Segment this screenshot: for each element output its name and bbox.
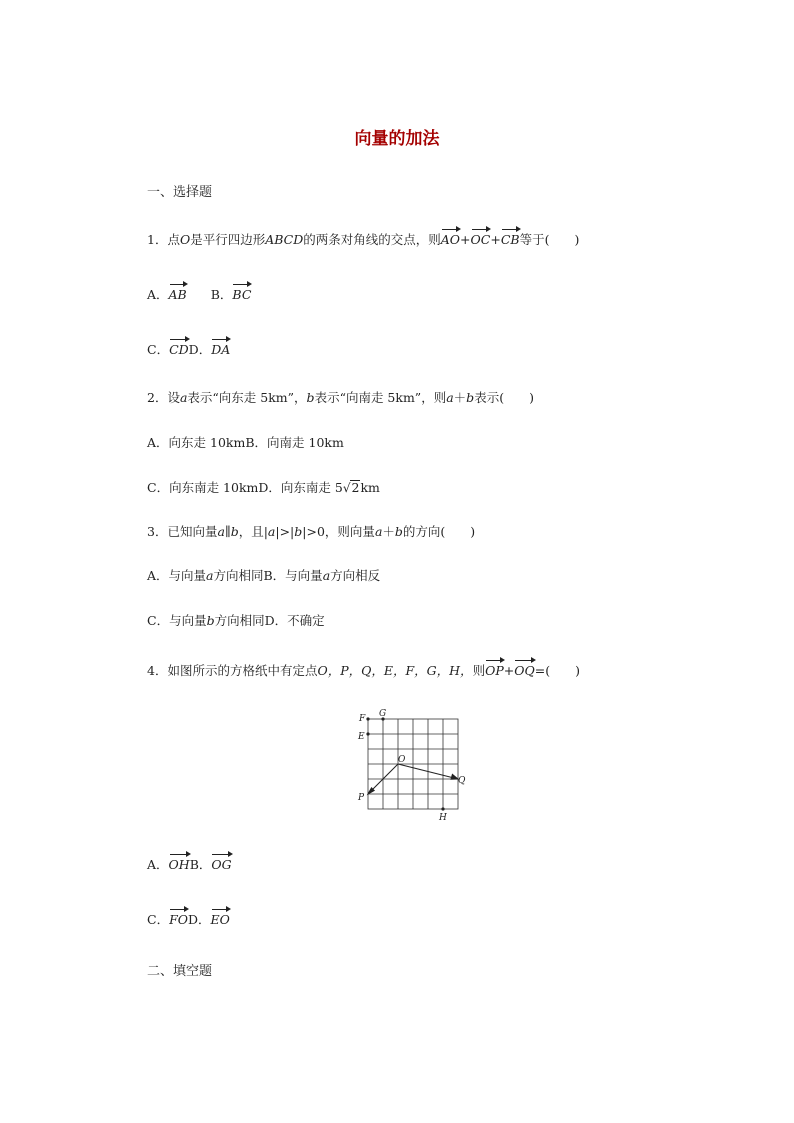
q3-var-b: b — [294, 524, 303, 539]
point-e — [366, 732, 369, 735]
option-b-var: a — [322, 568, 331, 583]
q3-plus: ＋ — [382, 524, 395, 539]
q1-text: 等于( ) — [519, 232, 580, 247]
option-d-label: D． — [188, 912, 211, 927]
q1-text: 的两条对角线的交点，则 — [303, 232, 441, 247]
q1-plus: + — [460, 232, 471, 247]
q2-var-b: b — [466, 390, 475, 405]
label-g: G — [379, 709, 387, 719]
page-title: 向量的加法 — [354, 129, 440, 149]
q4-options-ab — [147, 857, 232, 873]
q4-text: 则 — [472, 663, 486, 678]
q4-plus: + — [503, 663, 515, 678]
option-d: EO — [210, 912, 230, 927]
label-h: H — [439, 813, 447, 823]
point-f — [366, 717, 369, 720]
option-a-label: A． — [147, 857, 169, 872]
option-c: CD — [169, 342, 189, 357]
q3-var-b: b — [394, 524, 403, 539]
option-d: DA — [211, 342, 231, 357]
q2-options-cd: C．向东南走 10kmD．向东南走 5√2km — [147, 480, 380, 495]
option-a: A．与向量 — [147, 568, 207, 583]
q1-text: 是平行四边形 — [190, 232, 266, 247]
q4-vector-oq: OQ — [514, 663, 535, 678]
option-a: AB — [168, 287, 187, 302]
option-b: OG — [211, 857, 232, 872]
option-a-var: a — [206, 568, 214, 583]
q1-vector-cb: CB — [500, 232, 520, 247]
option-c: C．与向量 — [147, 613, 207, 628]
q1-abcd: ABCD — [265, 232, 304, 247]
label-p: P — [358, 793, 365, 803]
q3-parallel: ∥ — [224, 524, 231, 539]
q1-options-ab — [147, 287, 251, 303]
option-d: D．不确定 — [264, 613, 325, 628]
grid-figure — [354, 708, 466, 824]
q2-text: 表示“向南走 5km”，则 — [314, 390, 447, 405]
q2-text: 表示( ) — [474, 390, 534, 405]
q1-point-o: O — [179, 232, 191, 247]
option-c-label: C． — [147, 342, 170, 357]
q2-var-b: b — [306, 390, 315, 405]
question-2 — [147, 390, 534, 406]
q3-text: |>| — [275, 524, 295, 539]
option-c-label: C． — [147, 912, 170, 927]
q3-var-a: a — [374, 524, 383, 539]
q2-options-ab — [147, 435, 344, 451]
option-d: D．向东南走 5 — [258, 480, 343, 495]
q3-text: |>0，则向量 — [302, 524, 375, 539]
label-o: O — [398, 755, 406, 765]
section-heading-choice: 一、选择题 — [147, 185, 213, 200]
q4-number: 4．如图所示的方格纸中有定点 — [147, 663, 318, 678]
q3-text: 的方向( ) — [402, 524, 476, 539]
option-a: OH — [168, 857, 190, 872]
option-c-text: 方向相同 — [214, 613, 265, 628]
q4-text: =( ) — [534, 663, 580, 678]
option-b-text: 方向相反 — [330, 568, 381, 583]
q3-options-cd — [147, 613, 325, 629]
q4-options-cd — [147, 912, 230, 928]
option-c-var: b — [206, 613, 215, 628]
q2-plus: ＋ — [453, 390, 467, 405]
q3-number: 3．已知向量 — [147, 524, 218, 539]
q4-vector-op: OP — [485, 663, 504, 678]
label-q: Q — [458, 776, 466, 786]
q1-number: 1．点 — [147, 232, 180, 247]
option-b: BC — [232, 287, 252, 302]
q3-var-a: a — [217, 524, 225, 539]
option-d-label: D． — [188, 342, 212, 357]
option-d-radicand: 2 — [351, 480, 360, 495]
option-a: A．向东走 10km — [147, 435, 246, 450]
q2-var-a: a — [446, 390, 454, 405]
arrowhead-q — [451, 774, 458, 779]
q4-points: O，P，Q，E，F，G，H， — [317, 663, 473, 678]
option-c: C．向东南走 10km — [147, 480, 259, 495]
option-a-text: 方向相同 — [213, 568, 264, 583]
option-b: B．与向量 — [263, 568, 323, 583]
q3-var-a: a — [267, 524, 276, 539]
q3-options-ab — [147, 568, 380, 584]
grid-lines — [368, 719, 458, 809]
option-d-unit: km — [360, 480, 380, 495]
option-b: B．向南走 10km — [245, 435, 344, 450]
q2-number: 2．设 — [147, 390, 180, 405]
label-f: F — [359, 714, 366, 724]
option-b-label: B． — [210, 287, 233, 302]
option-b-label: B． — [189, 857, 212, 872]
point-h — [441, 807, 444, 810]
q3-var-b: b — [230, 524, 239, 539]
label-e: E — [358, 732, 365, 742]
q1-options-cd — [147, 342, 230, 358]
q1-vector-ao: AO — [440, 232, 461, 247]
option-c: FO — [169, 912, 188, 927]
question-1 — [147, 232, 579, 248]
option-a-label: A． — [147, 287, 169, 302]
section-heading-fill: 二、填空题 — [147, 964, 213, 979]
question-4 — [147, 663, 580, 679]
question-3 — [147, 524, 475, 540]
q3-text: ，且| — [238, 524, 268, 539]
q2-var-a: a — [179, 390, 188, 405]
q1-vector-oc: OC — [470, 232, 491, 247]
q1-plus: + — [490, 232, 501, 247]
q2-text: 表示“向东走 5km”， — [187, 390, 307, 405]
